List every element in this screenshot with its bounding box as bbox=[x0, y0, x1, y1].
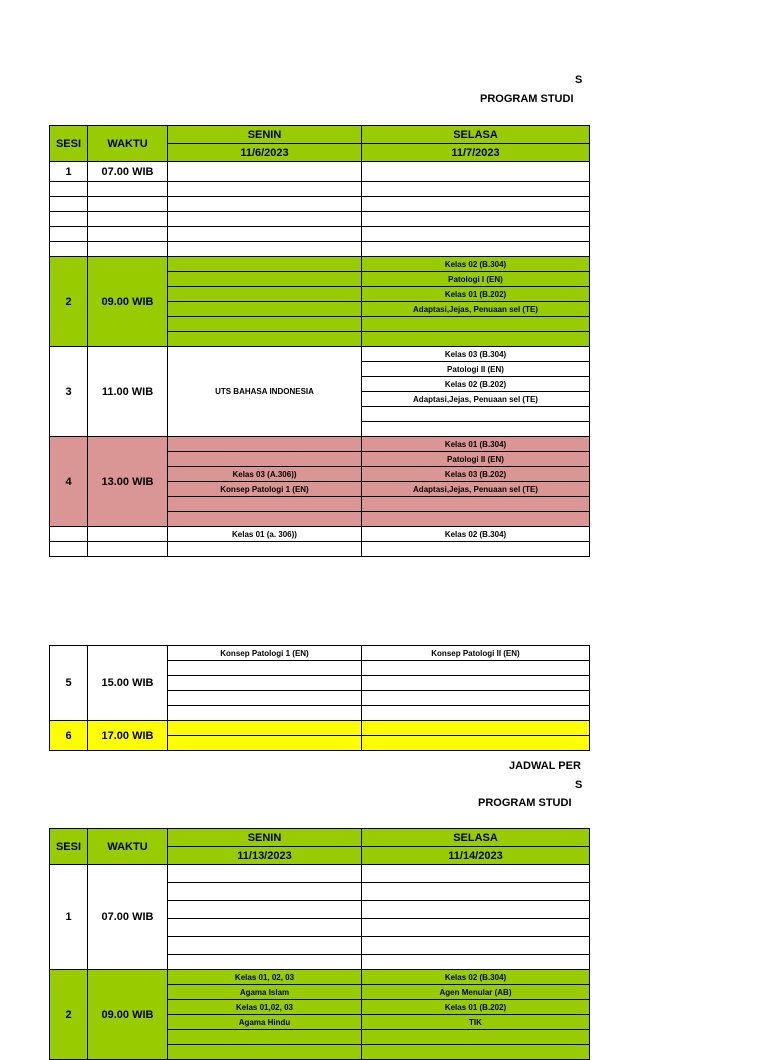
session-1-number: 1 bbox=[50, 865, 88, 970]
course-cell: Patologi II (EN) bbox=[362, 452, 590, 467]
table-cell bbox=[362, 242, 590, 257]
selasa-date: 11/14/2023 bbox=[362, 847, 590, 865]
table-cell bbox=[168, 197, 362, 212]
program-studi-heading: PROGRAM STUDI bbox=[478, 797, 572, 809]
table-cell bbox=[168, 242, 362, 257]
course-cell: Adaptasi,Jejas, Penuaan sel (TE) bbox=[362, 392, 590, 407]
senin-header: SENIN bbox=[168, 829, 362, 847]
session-3-number: 3 bbox=[50, 347, 88, 437]
table-cell bbox=[362, 182, 590, 197]
session-1-time: 07.00 WIB bbox=[88, 162, 168, 182]
course-cell: TIK bbox=[362, 1015, 590, 1030]
class-cell: Kelas 01 (B.202) bbox=[362, 1000, 590, 1015]
course-cell: Agama Hindu bbox=[168, 1015, 362, 1030]
session-2-time: 09.00 WIB bbox=[88, 970, 168, 1060]
course-cell: Konsep Patologi 1 (EN) bbox=[168, 646, 362, 661]
sesi-header: SESI bbox=[50, 829, 88, 865]
schedule-page-bottom bbox=[0, 645, 583, 1027]
senin-header: SENIN bbox=[168, 126, 362, 144]
class-cell: Kelas 03 (B.304) bbox=[362, 347, 590, 362]
table-cell bbox=[362, 212, 590, 227]
table-cell bbox=[362, 227, 590, 242]
class-cell: Kelas 01, 02, 03 bbox=[168, 970, 362, 985]
table-cell bbox=[168, 182, 362, 197]
waktu-header: WAKTU bbox=[88, 829, 168, 865]
class-cell: Kelas 01,02, 03 bbox=[168, 1000, 362, 1015]
session-2-number: 2 bbox=[50, 970, 88, 1060]
selasa-date: 11/7/2023 bbox=[362, 144, 590, 162]
selasa-header: SELASA bbox=[362, 126, 590, 144]
senin-date: 11/13/2023 bbox=[168, 847, 362, 865]
title-fragment: S bbox=[575, 779, 583, 791]
class-cell: Kelas 02 (B.304) bbox=[362, 970, 590, 985]
schedule-table-week1 bbox=[49, 125, 590, 557]
session-5-time: 15.00 WIB bbox=[88, 646, 168, 721]
session-6-number: 6 bbox=[50, 721, 88, 751]
session-2-number: 2 bbox=[50, 257, 88, 347]
table-cell bbox=[362, 197, 590, 212]
session-4-time: 13.00 WIB bbox=[88, 437, 168, 527]
table-cell bbox=[168, 257, 362, 272]
waktu-header: WAKTU bbox=[88, 126, 168, 162]
program-studi-heading: PROGRAM STUDI bbox=[480, 93, 574, 105]
senin-date: 11/6/2023 bbox=[168, 144, 362, 162]
class-cell: Kelas 01 (B.202) bbox=[362, 287, 590, 302]
table-cell bbox=[168, 212, 362, 227]
course-cell: Konsep Patologi II (EN) bbox=[362, 646, 590, 661]
session-3-time: 11.00 WIB bbox=[88, 347, 168, 437]
course-cell: Adaptasi,Jejas, Penuaan sel (TE) bbox=[362, 482, 590, 497]
schedule-table-week1-continued bbox=[49, 645, 590, 751]
session-2-time: 09.00 WIB bbox=[88, 257, 168, 347]
class-cell: Kelas 01 (a. 306)) bbox=[168, 527, 362, 542]
course-cell: Agen Menular (AB) bbox=[362, 985, 590, 1000]
course-cell: Adaptasi,Jejas, Penuaan sel (TE) bbox=[362, 302, 590, 317]
exam-cell: UTS BAHASA INDONESIA bbox=[168, 347, 362, 437]
schedule-page-top bbox=[0, 0, 583, 539]
session-1-number: 1 bbox=[50, 162, 88, 182]
sesi-header: SESI bbox=[50, 126, 88, 162]
class-cell: Kelas 02 (B.202) bbox=[362, 377, 590, 392]
class-cell: Kelas 03 (A.306)) bbox=[168, 467, 362, 482]
table-cell bbox=[362, 162, 590, 182]
table-cell bbox=[168, 227, 362, 242]
class-cell: Kelas 02 (B.304) bbox=[362, 527, 590, 542]
class-cell: Kelas 03 (B.202) bbox=[362, 467, 590, 482]
course-cell: Konsep Patologi 1 (EN) bbox=[168, 482, 362, 497]
jadwal-heading: JADWAL PER bbox=[509, 760, 581, 772]
table-cell bbox=[168, 437, 362, 452]
course-cell: Patologi II (EN) bbox=[362, 362, 590, 377]
table-cell bbox=[168, 162, 362, 182]
course-cell: Patologi I (EN) bbox=[362, 272, 590, 287]
session-1-time: 07.00 WIB bbox=[88, 865, 168, 970]
title-fragment: S bbox=[575, 74, 583, 86]
session-6-time: 17.00 WIB bbox=[88, 721, 168, 751]
schedule-table-week2 bbox=[49, 828, 590, 1060]
session-4-number: 4 bbox=[50, 437, 88, 527]
class-cell: Kelas 01 (B.304) bbox=[362, 437, 590, 452]
course-cell: Agama Islam bbox=[168, 985, 362, 1000]
class-cell: Kelas 02 (B.304) bbox=[362, 257, 590, 272]
selasa-header: SELASA bbox=[362, 829, 590, 847]
session-5-number: 5 bbox=[50, 646, 88, 721]
